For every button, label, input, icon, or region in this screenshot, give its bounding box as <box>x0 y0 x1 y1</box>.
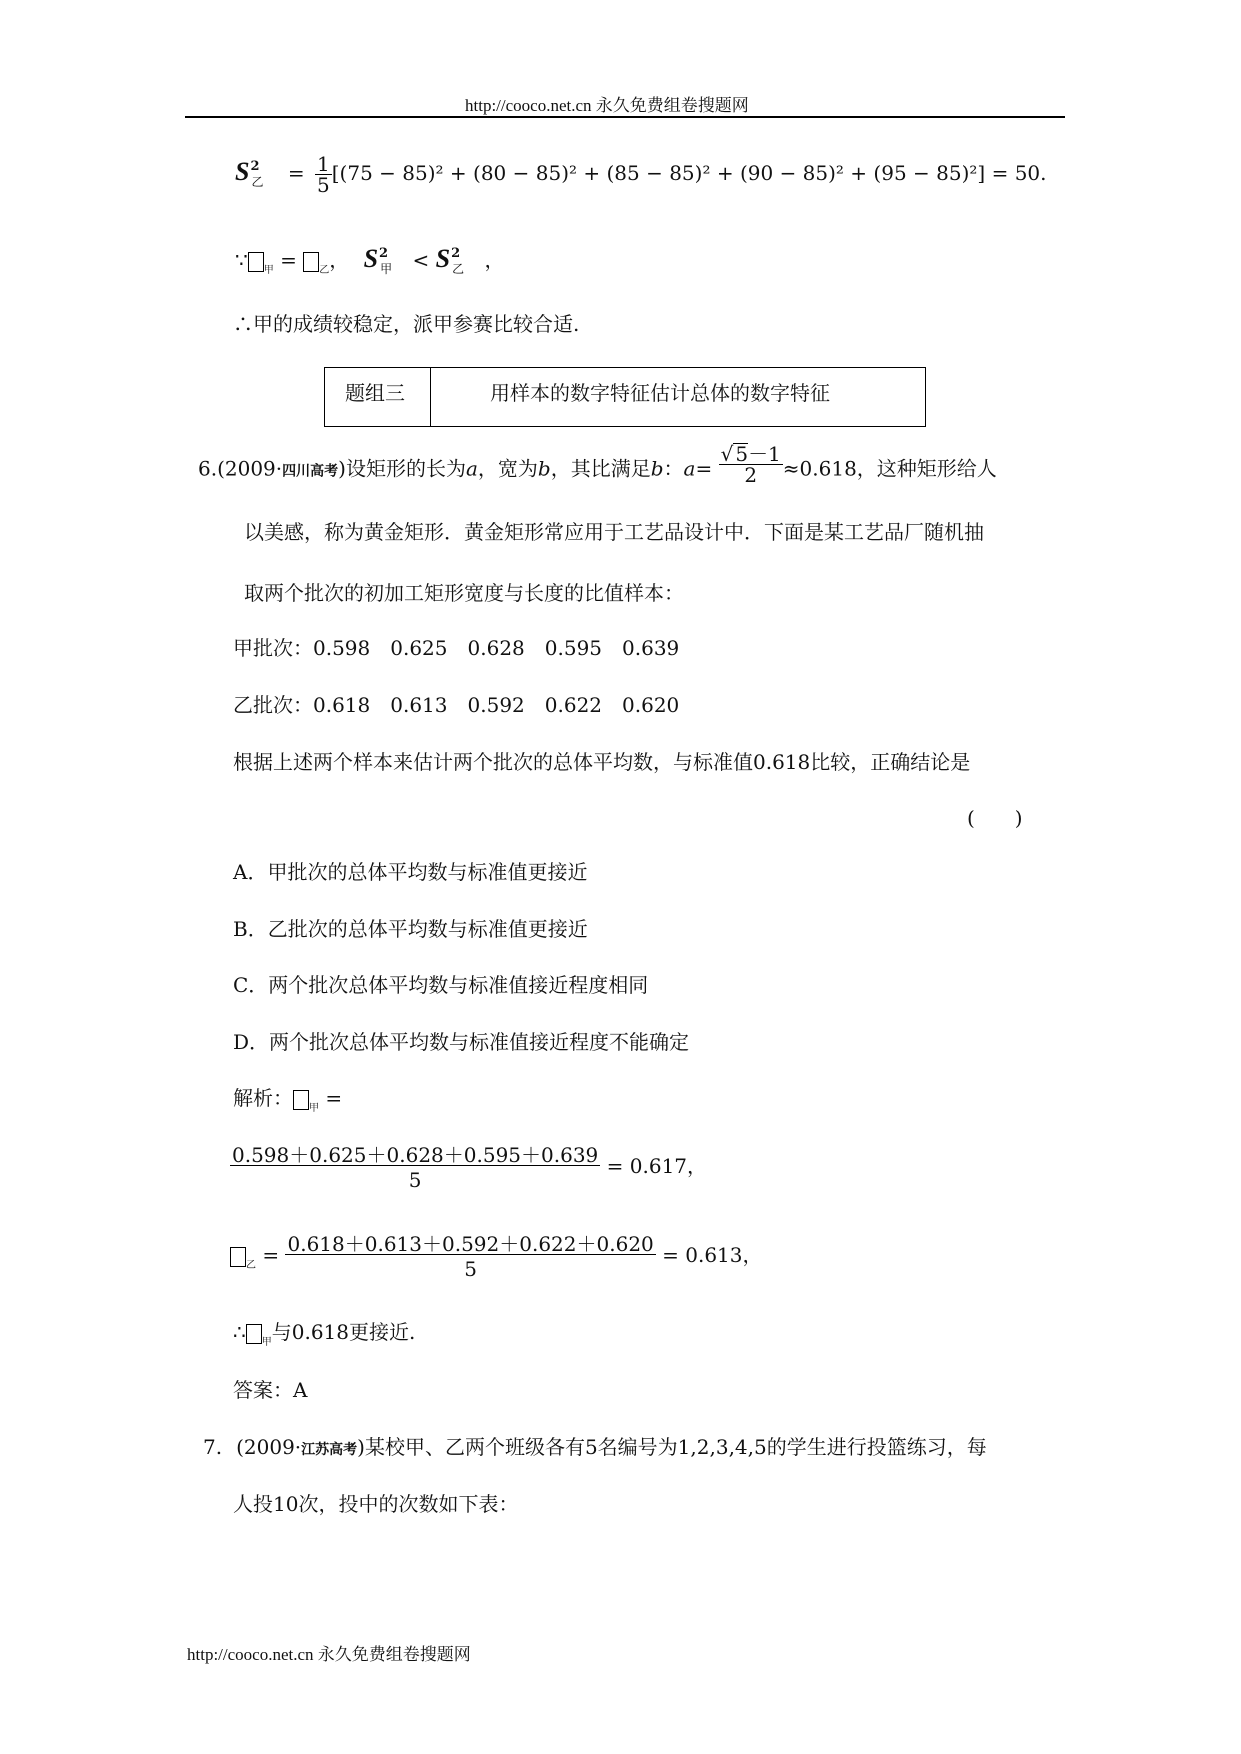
fraction-one-fifth: $\frac{1}{5}$ <box>317 152 330 197</box>
batch-jia: 甲批次：0.598 0.625 0.628 0.595 0.639 <box>233 636 680 660</box>
table-cell-group: 题组三 <box>325 368 431 426</box>
variance-symbol: S <box>235 157 250 186</box>
option-c: C．两个批次总体平均数与标准值接近程度相同 <box>233 973 649 997</box>
xbar-placeholder-icon <box>246 1324 262 1344</box>
conclusion-closer: ∴ $_甲$与0.618更接近. <box>233 1320 416 1348</box>
analysis-line: 解析： $_甲$ = <box>233 1086 343 1114</box>
option-b: B．乙批次的总体平均数与标准值更接近 <box>233 917 588 941</box>
conclusion-stable: ∴甲的成绩较稳定，派甲参赛比较合适. <box>233 312 580 336</box>
batch-yi: 乙批次：0.618 0.613 0.592 0.622 0.620 <box>233 693 680 717</box>
xbar-placeholder-icon <box>230 1247 246 1267</box>
topic-group-table <box>324 367 926 427</box>
variance-formula: $S^2_乙$ = $\frac{1}{5}$ [(75 − 85)² + (80 − 85)² + (85 − 85)² + (90 − 85)² + (95 − 85)²] = 50. <box>235 152 1047 197</box>
answer-line: 答案：A <box>233 1378 308 1402</box>
q6-source: 四川高考 <box>282 463 339 480</box>
mean-jia-formula: $\frac{0.598+0.625+0.628+0.595+0.639}{5}$ = 0.617， <box>232 1143 708 1192</box>
table-cell-title: 用样本的数字特征估计总体的数字特征 <box>490 381 830 405</box>
header-rule <box>185 116 1065 118</box>
answer-bracket: ( ) <box>967 806 1023 830</box>
q6-question: 根据上述两个样本来估计两个批次的总体平均数，与标准值0.618比较，正确结论是 <box>233 750 971 774</box>
xbar-placeholder-icon <box>248 252 264 272</box>
option-a: A．甲批次的总体平均数与标准值更接近 <box>233 860 588 884</box>
golden-ratio-fraction: $\frac{√ 5-1}{2}$ <box>720 442 781 487</box>
page-footer: http://cooco.net.cn 永久免费组卷搜题网 <box>187 1645 471 1664</box>
option-d: D．两个批次总体平均数与标准值接近程度不能确定 <box>233 1030 690 1054</box>
compare-formula: ∵ $_甲$ = $_乙$， $S^2_甲 < S^2_乙$ ， <box>235 244 505 276</box>
mean-yi-formula: $_乙$ = $\frac{0.618+0.613+0.592+0.622+0.620}{5}$ = 0.613， <box>230 1234 763 1279</box>
mean-jia-fraction: $\frac{0.598+0.625+0.628+0.595+0.639}{5}$ <box>232 1143 599 1192</box>
q6-line2: 以美感，称为黄金矩形．黄金矩形常应用于工艺品设计中．下面是某工艺品厂随机抽 <box>244 520 984 544</box>
q6-line1: 6.(2009·四川高考)设矩形的长为a，宽为b，其比满足b：a= $\frac{√ 5-1}{2}$ ≈0.618，这种矩形给人 <box>198 442 997 487</box>
mean-yi-fraction: $\frac{0.618+0.613+0.592+0.622+0.620}{5}$ <box>287 1232 654 1281</box>
xbar-placeholder-icon <box>303 252 319 272</box>
q7-source: 江苏高考 <box>301 1442 358 1458</box>
q7-line2: 人投10次，投中的次数如下表： <box>233 1492 519 1516</box>
page-header: http://cooco.net.cn 永久免费组卷搜题网 <box>465 96 749 115</box>
xbar-placeholder-icon <box>293 1090 309 1110</box>
q7-line1: 7. (2009·江苏高考)某校甲、乙两个班级各有5名编号为1,2,3,4,5的学生进行投篮练习，每 <box>203 1435 987 1459</box>
q6-line3: 取两个批次的初加工矩形宽度与长度的比值样本： <box>244 581 684 605</box>
